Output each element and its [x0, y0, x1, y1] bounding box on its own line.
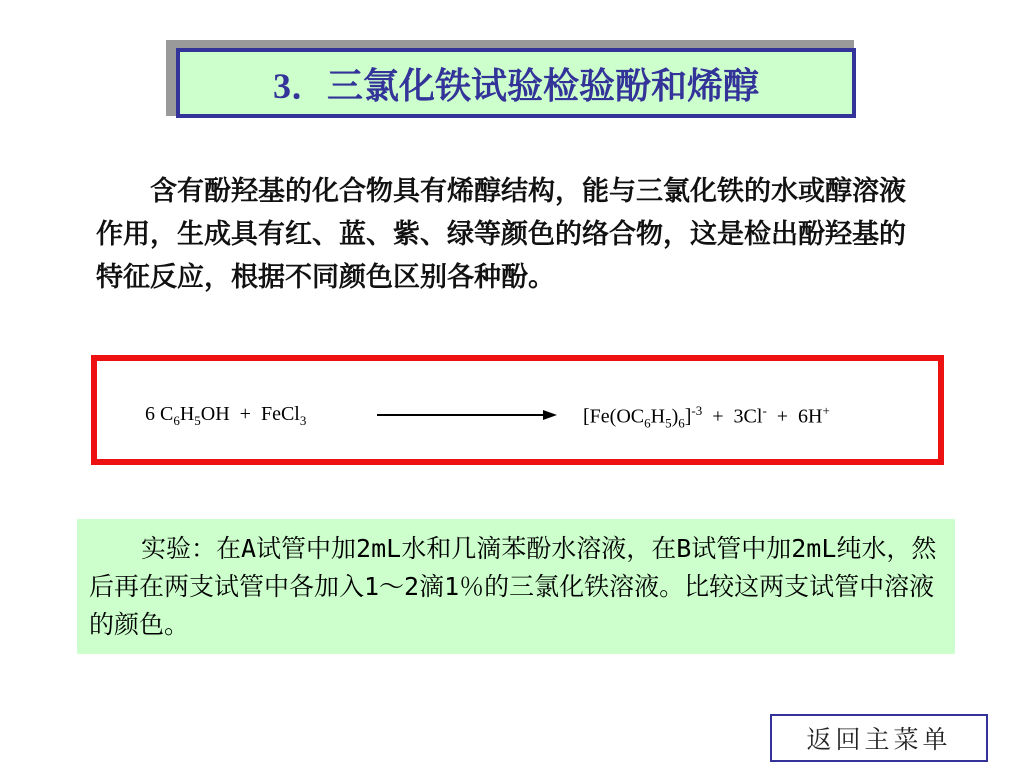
intro-paragraph: 含有酚羟基的化合物具有烯醇结构，能与三氯化铁的水或醇溶液作用，生成具有红、蓝、紫、绿等颜色的络合物，这是检出酚羟基的特征反应，根据不同颜色区别各种酚。	[96, 176, 906, 293]
eq-subscript: 5	[194, 413, 201, 428]
eq-subscript: 6	[678, 415, 685, 431]
eq-text: H	[650, 405, 666, 428]
experiment-text: 实验：在A试管中加2mL水和几滴苯酚水溶液，在B试管中加2mL纯水，然后再在两支试管中各加入1～2滴1％的三氯化铁溶液。比较这两支试管中溶液的颜色。	[89, 534, 937, 639]
eq-subscript: 6	[644, 415, 651, 431]
eq-superscript: -	[762, 403, 767, 418]
reaction-arrow-icon	[377, 405, 557, 425]
eq-text: )	[671, 405, 679, 428]
reaction-equation-box	[91, 355, 944, 465]
slide-title: 3．三氯化铁试验检验酚和烯醇	[176, 48, 856, 118]
eq-text: 6 C	[145, 403, 174, 425]
equation-products	[583, 403, 830, 432]
return-main-menu-button[interactable]: 返回主菜单	[770, 714, 988, 762]
eq-text: ]	[684, 405, 692, 428]
experiment-box	[77, 519, 955, 654]
eq-subscript: 5	[665, 415, 672, 431]
eq-text: H	[179, 403, 195, 425]
eq-text: + 6H	[766, 405, 823, 428]
equation-reactants	[145, 403, 306, 429]
eq-superscript: -3	[691, 403, 703, 418]
eq-text: + 3Cl	[702, 405, 763, 428]
eq-superscript: +	[822, 403, 830, 418]
eq-subscript: 3	[299, 413, 307, 428]
eq-text: [Fe(OC	[583, 405, 645, 428]
eq-text: OH + FeCl	[200, 403, 300, 425]
eq-subscript: 6	[173, 413, 180, 428]
